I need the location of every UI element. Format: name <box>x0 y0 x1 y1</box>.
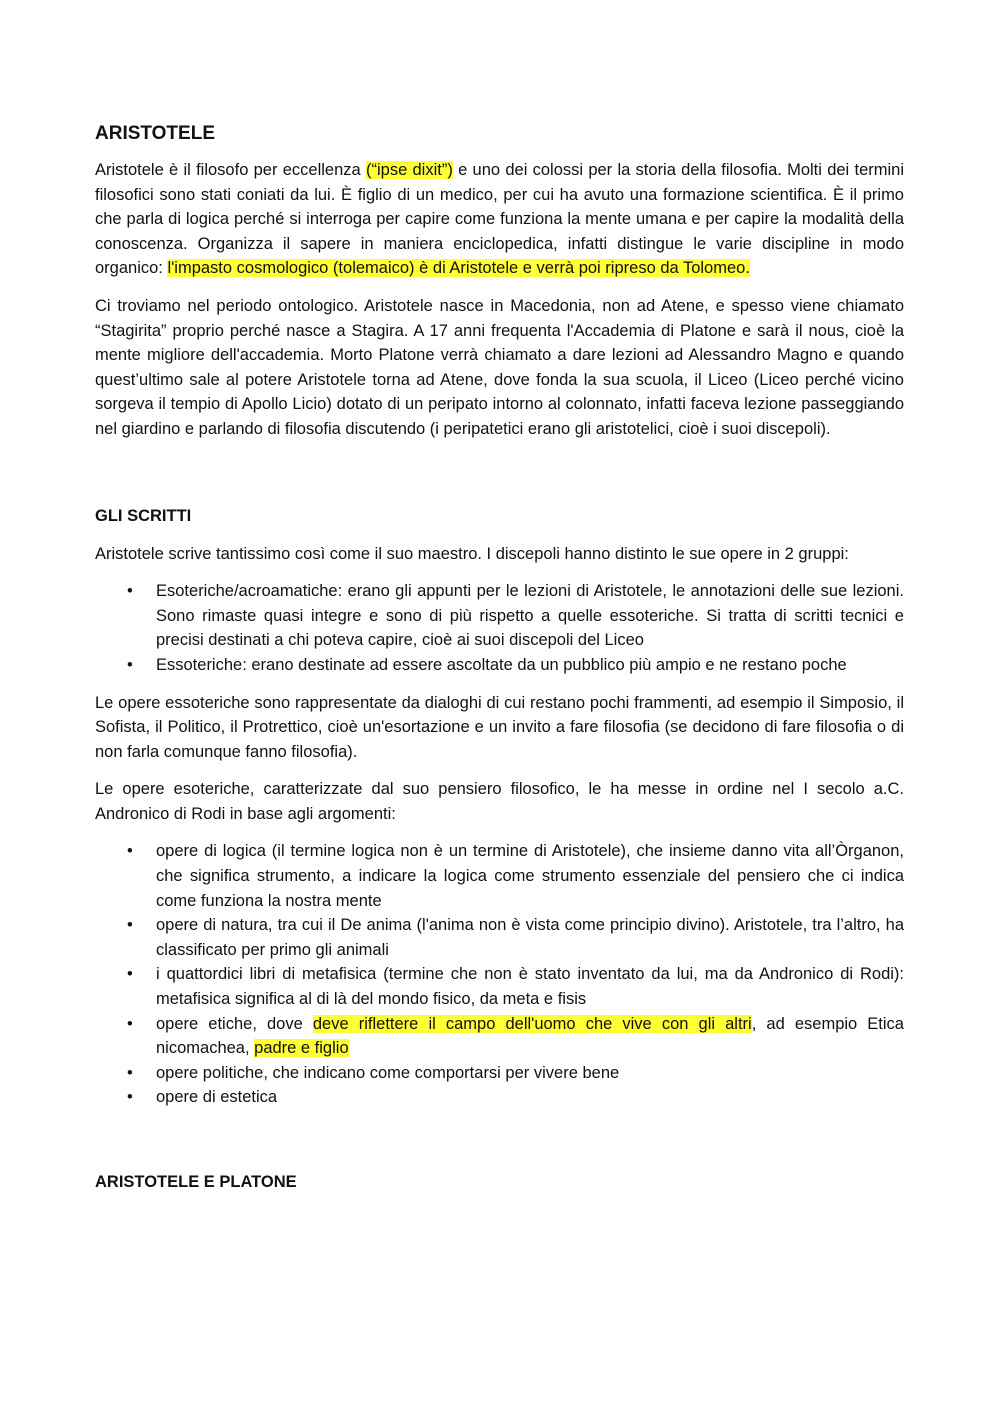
list-item <box>95 913 904 962</box>
section-title-gli-scritti: GLI SCRITTI <box>95 506 192 525</box>
bullet-icon: • <box>127 842 133 861</box>
list-item <box>95 653 904 678</box>
spacer <box>95 455 904 505</box>
list-item <box>95 1012 904 1061</box>
list-works <box>95 839 904 1110</box>
intro-text-b: e uno dei colossi per la storia della filosofia. Molti dei termini filosofici sono stati coniati da lui. È figlio di un medico, per cui ha avuto una formazione scientifica. È il primo che parla di logica perché si interroga per capire come funziona la mente umana e per capire la modalità della conoscenza. Organizza il sapere in maniera enciclopedica, infatti distingue le varie discipline in modo organico: <box>95 161 904 278</box>
list-item-text: i quattordici libri di metafisica (termine che non è stato inventato da lui, ma da Andronico di Rodi): metafisica significa al di là del mondo fisico, da meta e fisis <box>156 965 904 1009</box>
highlight-ipse-dixit: (“ipse dixit”) <box>365 161 453 179</box>
highlight-padre-figlio: padre e figlio <box>254 1039 349 1058</box>
list-item <box>95 1061 904 1086</box>
list-item-text: opere di logica (il termine logica non è un termine di Aristotele), che insieme danno vita all’Òrganon, che significa strumento, a indicare la logica come strumento essenziale del pensiero che ci indica come funziona la nostra mente <box>156 842 904 910</box>
paragraph-essoteriche: Le opere essoteriche sono rappresentate da dialoghi di cui restano pochi frammenti, ad esempio il Simposio, il Sofista, il Politico, il Protrettico, cioè un'esortazione e un invito a fare filosofia (se decidono di fare filosofia o di non farla comunque fanno filosofia). <box>95 693 904 761</box>
list-item-text: Essoteriche: erano destinate ad essere ascoltate da un pubblico più ampio e ne restano poche <box>156 655 847 674</box>
paragraph-scritti-intro: Aristotele scrive tantissimo così come il suo maestro. I discepoli hanno distinto le sue opere in 2 gruppi: <box>95 544 849 563</box>
list-item-text-a: opere etiche, dove <box>156 1014 313 1033</box>
bullet-icon: • <box>127 965 133 984</box>
bullet-icon: • <box>127 916 133 935</box>
list-item <box>95 579 904 653</box>
highlight-campo-uomo: deve riflettere il campo dell'uomo che vive con gli altri <box>312 1014 752 1033</box>
intro-text-a: Aristotele è il filosofo per eccellenza <box>95 161 366 179</box>
list-item <box>95 1085 904 1110</box>
bullet-icon: • <box>127 655 133 674</box>
highlight-impasto-cosmologico: l'impasto cosmologico (tolemaico) è di Aristotele e verrà poi ripreso da Tolomeo. <box>167 259 750 278</box>
section-title-aristotele-platone: ARISTOTELE E PLATONE <box>95 1173 297 1191</box>
document-body <box>95 122 904 1208</box>
spacer <box>95 1123 904 1171</box>
list-item-text: opere di natura, tra cui il De anima (l'anima non è vista come principio divino). Aristotele, tra l’altro, ha classificato per primo gli animali <box>156 916 904 959</box>
list-item <box>95 839 904 913</box>
list-groups <box>95 579 904 677</box>
list-item-text-b: , ad esempio Etica nicomachea, <box>156 1014 904 1058</box>
bullet-icon: • <box>127 1063 133 1082</box>
paragraph-intro <box>95 158 904 281</box>
section-title-aristotele: ARISTOTELE <box>95 123 215 144</box>
paragraph-biography: Ci troviamo nel periodo ontologico. Aristotele nasce in Macedonia, non ad Atene, e spesso viene chiamato “Stagirita” proprio perché nasce a Stagira. A 17 anni frequenta l'Accademia di Platone e sarà il nous, cioè la mente migliore dell'accademia. Morto Platone verrà chiamato a dare lezioni ad Alessandro Magno e quando quest’ultimo sale al potere Aristotele torna ad Atene, dove fonda la sua scuola, il Liceo (Liceo perché vicino sorgeva il tempio di Apollo Licio) dotato di un peripato intorno al colonnato, infatti faceva lezione passeggiando nel giardino e parlando di filosofia discutendo (i peripatetici erano gli aristotelici, cioè i suoi discepoli). <box>95 296 904 438</box>
bullet-icon: • <box>127 1014 133 1033</box>
bullet-icon: • <box>127 1088 133 1107</box>
list-item-text: opere politiche, che indicano come comportarsi per vivere bene <box>156 1063 620 1082</box>
list-item <box>95 962 904 1011</box>
bullet-icon: • <box>127 582 133 601</box>
list-item-text: Esoteriche/acroamatiche: erano gli appunti per le lezioni di Aristotele, le annotazioni delle sue lezioni. Sono rimaste quasi integre e sono di più rispetto a quelle essoteriche. Si tratta di scritti tecnici e precisi destinati a chi poteva capire, cioè ai suoi discepoli del Liceo <box>156 582 904 650</box>
list-item-text: opere di estetica <box>156 1088 278 1107</box>
paragraph-esoteriche: Le opere esoteriche, caratterizzate dal suo pensiero filosofico, le ha messe in ordine nel I secolo a.C. Andronico di Rodi in base agli argomenti: <box>95 780 904 823</box>
